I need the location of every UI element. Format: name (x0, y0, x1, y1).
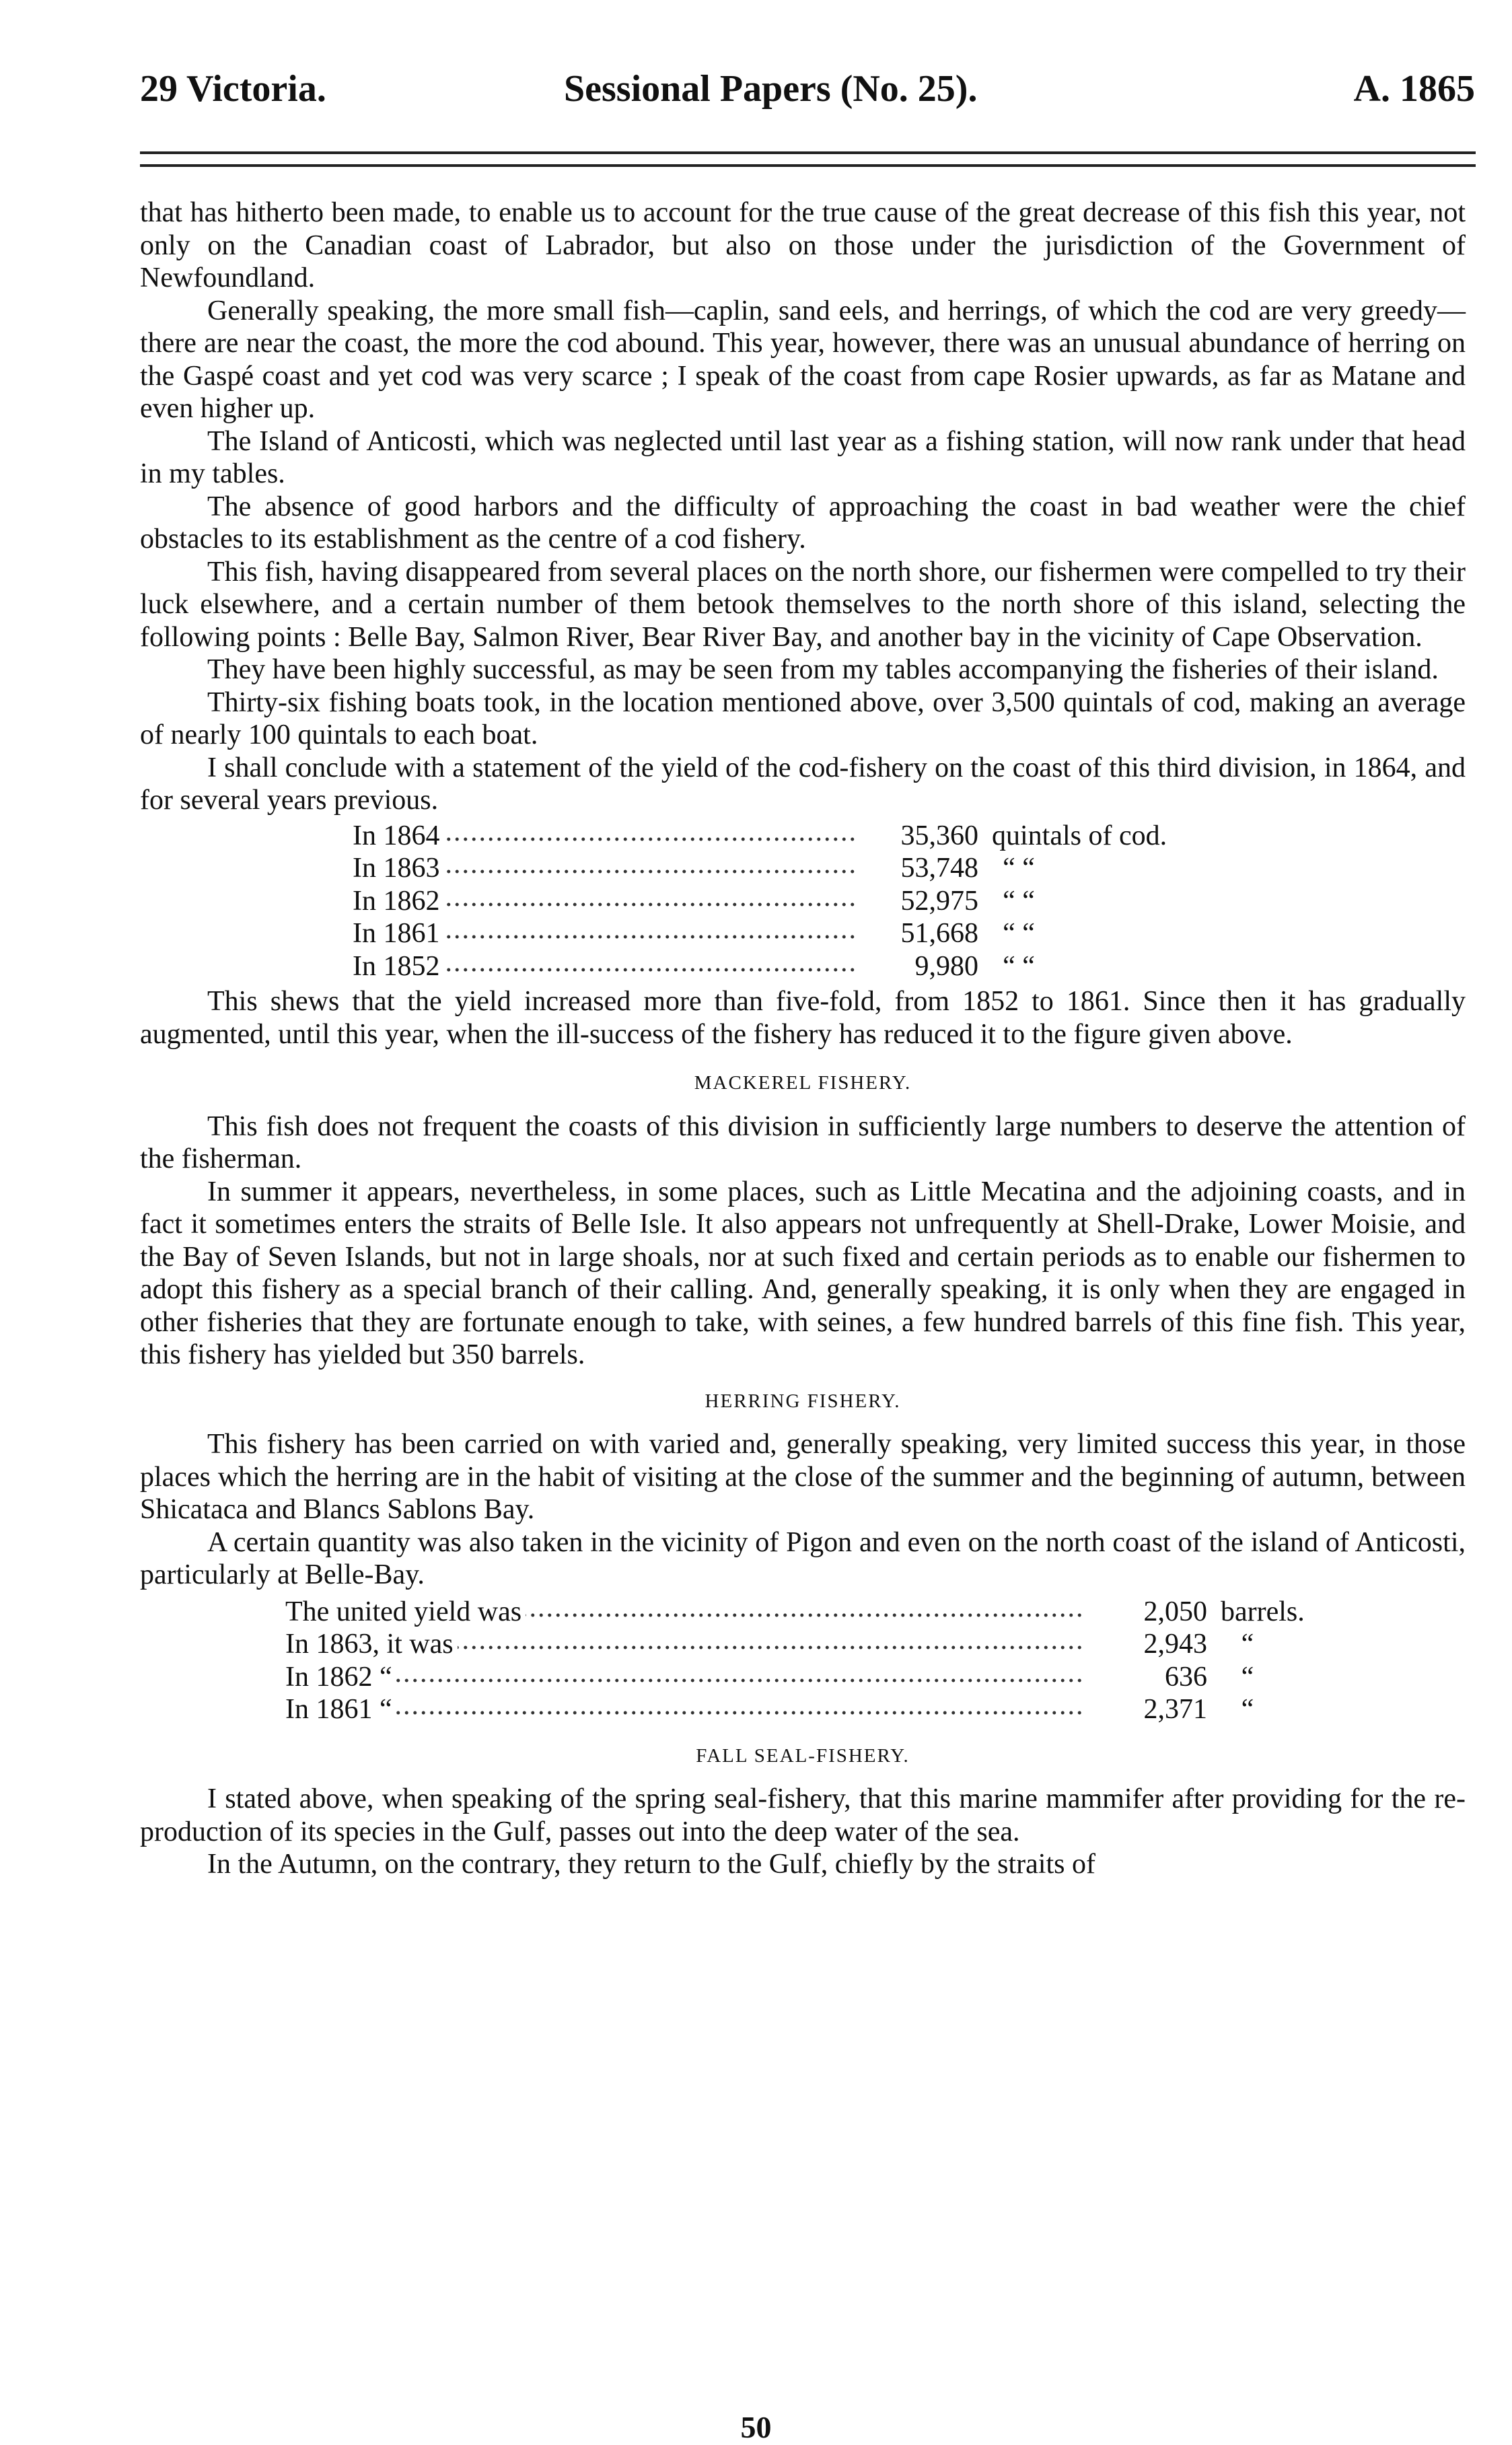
table-row-value: 35,360 (900, 820, 978, 851)
table-row-unit: “ “ (1003, 853, 1035, 884)
header-rule-top (140, 151, 1476, 154)
section-heading-seal: FALL SEAL-FISHERY. (696, 1744, 910, 1767)
running-header-left: 29 Victoria. (140, 68, 326, 110)
table-row-label: In 1862 “ ..... (285, 1661, 1086, 1694)
paragraph: I stated above, when speaking of the spring seal-fishery, that this marine mammifer after providing for the re-production of its species in the Gulf, passes out into the deep water of the sea. (140, 1783, 1466, 1847)
table-row-unit: quintals of cod. (992, 820, 1167, 851)
table-row (285, 1661, 1305, 1694)
table-row-label: In 1852 ..... (353, 950, 857, 983)
table-row-value: 53,748 (900, 853, 978, 884)
table-row-label: In 1862 ..... (353, 885, 857, 918)
table-row (285, 1596, 1305, 1629)
table-row-value: 51,668 (900, 918, 978, 949)
table-row (285, 1628, 1305, 1661)
table-row-value: 636 (1165, 1661, 1207, 1693)
table-row-label: In 1861 ..... (353, 917, 857, 950)
paragraph: In the Autumn, on the contrary, they return to the Gulf, chiefly by the straits of (207, 1849, 1095, 1880)
table-row-label: In 1861 “ ..... (285, 1693, 1086, 1726)
table-row-value: 2,943 (1143, 1629, 1207, 1660)
table-row-unit: “ “ (1003, 950, 1035, 982)
paragraph: The Island of Anticosti, which was neglected until last year as a fishing station, will now rank under that head in my tables. (140, 425, 1466, 489)
paragraph: Thirty-six fishing boats took, in the location mentioned above, over 3,500 quintals of cod, making an average of nearly 100 quintals to each boat. (140, 686, 1466, 750)
table-row (353, 950, 1167, 983)
running-header-title: Sessional Papers (No. 25). (564, 68, 978, 110)
table-row (353, 852, 1167, 885)
table-row-label: The united yield was ..... (285, 1596, 1086, 1629)
paragraph: Generally speaking, the more small fish—caplin, sand eels, and herrings, of which the cod are very greedy—there are near the coast, the more the cod abound. This year, however, there was an unusual abundance of herring on the Gaspé coast and yet cod was very scarce ; I speak of the coast from cape Rosier upwards, as far as Matane and even higher up. (140, 295, 1466, 424)
table-row-label: In 1864 ..... (353, 820, 857, 853)
table-row (285, 1693, 1305, 1726)
paragraph: They have been highly successful, as may be seen from my tables accompanying the fisheries of their island. (207, 654, 1439, 685)
paragraph: I shall conclude with a statement of the yield of the cod-fishery on the coast of this third division, in 1864, and for several years previous. (140, 752, 1466, 816)
paragraph: The absence of good harbors and the difficulty of approaching the coast in bad weather were the chief obstacles to its establishment as the centre of a cod fishery. (140, 491, 1466, 555)
table-row-unit: “ “ (1003, 885, 1035, 917)
paragraph: This shews that the yield increased more than five-fold, from 1852 to 1861. Since then it has gradually augmented, until this year, when the ill-success of the fishery has reduced it to the figure given above. (140, 986, 1466, 1050)
table-row-value: 2,371 (1143, 1694, 1207, 1725)
table-row-unit: “ (1241, 1661, 1254, 1693)
paragraph: This fish does not frequent the coasts of this division in sufficiently large numbers to deserve the attention of the fisherman. (140, 1110, 1466, 1174)
paragraph: that has hitherto been made, to enable us to account for the true cause of the great decrease of this fish this year, not only on the Canadian coast of Labrador, but also on those under the jurisdiction of the Government of Newfoundland. (140, 197, 1466, 293)
table-row-unit: “ (1241, 1629, 1254, 1660)
paragraph: This fish, having disappeared from several places on the north shore, our fishermen were compelled to try their luck elsewhere, and a certain number of them betook themselves to the north shore of this island, selecting the following points : Belle Bay, Salmon River, Bear River Bay, and another bay in the vicinity of Cape Observation. (140, 556, 1466, 653)
page-body (140, 197, 1466, 1881)
table-row-value: 9,980 (914, 950, 978, 982)
table-row-unit: “ “ (1003, 918, 1035, 949)
table-row-value: 2,050 (1143, 1596, 1207, 1627)
herring-yield-table (285, 1596, 1305, 1726)
page-number: 50 (740, 2410, 772, 2444)
section-heading-mackerel: MACKEREL FISHERY. (694, 1072, 912, 1094)
section-heading-herring: HERRING FISHERY. (705, 1390, 901, 1412)
paragraph: In summer it appears, nevertheless, in some places, such as Little Mecatina and the adjoining coasts, and in fact it sometimes enters the straits of Belle Isle. It also appears not unfrequently at Shell-Drake, Lower Moisie, and the Bay of Seven Islands, but not in large shoals, nor at such fixed and certain periods as to enable our fishermen to adopt this fishery as a special branch of their calling. And, generally speaking, it is only when they are engaged in other fisheries that they are fortunate enough to take, with seines, a few hundred barrels of this fine fish. This year, this fishery has yielded but 350 barrels. (140, 1176, 1466, 1370)
cod-yield-table (353, 820, 1167, 983)
table-row-value: 52,975 (900, 885, 978, 917)
header-rule-bottom (140, 164, 1476, 167)
table-row (353, 917, 1167, 950)
table-row (353, 820, 1167, 853)
running-header-right: A. 1865 (1353, 68, 1475, 110)
paragraph: This fishery has been carried on with varied and, generally speaking, very limited success this year, in those places which the herring are in the habit of visiting at the close of the summer and the beginning of autumn, between Shicataca and Blancs Sablons Bay. (140, 1429, 1466, 1525)
paragraph: A certain quantity was also taken in the vicinity of Pigon and even on the north coast of the island of Anticosti, particularly at Belle-Bay. (140, 1526, 1466, 1590)
table-row (353, 885, 1167, 918)
table-row-unit: “ (1241, 1694, 1254, 1725)
table-row-label: In 1863 ..... (353, 852, 857, 885)
table-row-label: In 1863, it was ..... (285, 1628, 1086, 1661)
table-row-unit: barrels. (1221, 1596, 1305, 1627)
